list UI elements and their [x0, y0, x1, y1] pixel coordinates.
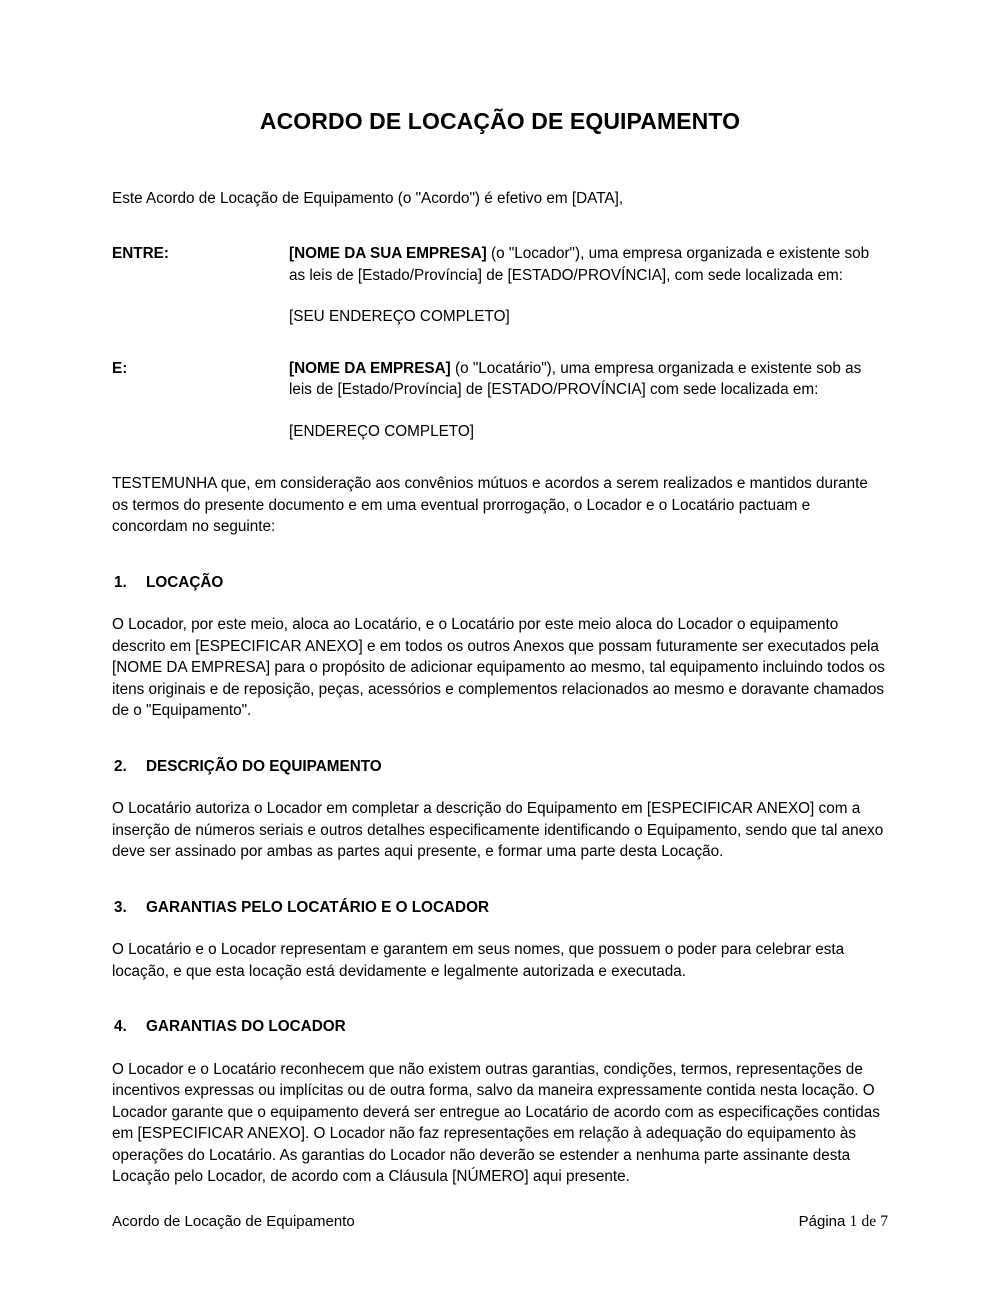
page-footer: [112, 1212, 888, 1232]
section-1-number: 1.: [114, 573, 127, 591]
footer-total-pages: 7: [880, 1213, 888, 1230]
section-1: [112, 572, 888, 722]
party-details-lessee: [289, 358, 888, 401]
section-1-heading: [114, 572, 888, 594]
lessor-company-name: [NOME DA SUA EMPRESA]: [289, 245, 487, 263]
section-2-title: DESCRIÇÃO DO EQUIPAMENTO: [146, 757, 382, 775]
spacer: [112, 328, 888, 358]
section-4-heading: [114, 1016, 888, 1038]
spacer-cell: [289, 401, 888, 421]
section-4-number: 4.: [114, 1018, 127, 1036]
lessor-address: [SEU ENDEREÇO COMPLETO]: [289, 308, 510, 326]
page-title: ACORDO DE LOCAÇÃO DE EQUIPAMENTO: [259, 108, 741, 134]
party-label-lessor: ENTRE:: [112, 245, 169, 263]
lessee-description: (o "Locatário"), uma empresa organizada e existente sob as leis de [Estado/Província] de [ESTADO/PROVÍNCIA] com sede localizada em:: [289, 359, 862, 399]
party-address-row-lessor: [112, 306, 888, 328]
spacer-cell: [112, 401, 289, 421]
footer-page-word: Página: [798, 1213, 846, 1230]
party-row-lessor: [112, 243, 888, 286]
section-3-heading: [114, 897, 888, 919]
spacer-cell: [112, 286, 289, 306]
spacer-cell: [289, 286, 888, 306]
party-label-lessee: E:: [112, 359, 128, 377]
footer-current-page: 1: [849, 1213, 858, 1230]
footer-document-name: Acordo de Locação de Equipamento: [112, 1213, 355, 1230]
section-2: [112, 756, 888, 863]
section-1-body: O Locador, por este meio, aloca ao Locatário, e o Locatário por este meio aloca do Locador o equipamento descrito em [ESPECIFICAR ANEXO] e em todos os outros Anexos que possam futuramente ser executados pela [NOME DA EMPRESA] para o propósito de adicionar equipamento ao mesmo, tal equipamento incluindo todos os itens originais e de reposição, peças, acessórios e complementos relacionados ao mesmo e doravante chamados de o "Equipamento".: [112, 616, 885, 720]
intro-paragraph: Este Acordo de Locação de Equipamento (o "Acordo") é efetivo em [DATA],: [112, 189, 624, 207]
spacer-cell: [112, 328, 289, 358]
section-4: [112, 1016, 888, 1188]
section-3: [112, 897, 888, 983]
section-4-body: O Locador e o Locatário reconhecem que não existem outras garantias, condições, termos, representações de incentivos expressas ou implícitas ou de outra forma, salvo da maneira expressamente contida nesta locação. O Locador garante que o equipamento deverá ser entregue ao Locatário de acordo com as especificações contidas em [ESPECIFICAR ANEXO]. O Locador não faz representações em relação à adequação do equipamento às operações do Locatário. As garantias do Locador não deverão se estender a nenhuma parte assinante desta Locação pelo Locador, de acordo com a Cláusula [NÚMERO] aqui presente.: [112, 1060, 880, 1186]
section-4-title: GARANTIAS DO LOCADOR: [146, 1018, 346, 1036]
section-2-heading: [114, 756, 888, 778]
party-address-row-lessee: [112, 421, 888, 443]
empty-label: [112, 421, 289, 443]
section-1-title: LOCAÇÃO: [146, 573, 224, 591]
lessee-company-name: [NOME DA EMPRESA]: [289, 359, 451, 377]
section-3-number: 3.: [114, 898, 127, 916]
party-row-lessee: [112, 358, 888, 401]
witness-paragraph: TESTEMUNHA que, em consideração aos convênios mútuos e acordos a serem realizados e mantidos durante os termos do presente documento e em uma eventual prorrogação, o Locador e o Locatário pactuam e concordam no seguinte:: [112, 475, 868, 536]
lessor-description: (o "Locador"), uma empresa organizada e existente sob as leis de [Estado/Província] de [ESTADO/PROVÍNCIA], com sede localizada em:: [289, 245, 870, 284]
lessee-address: [ENDEREÇO COMPLETO]: [289, 422, 475, 440]
parties-table: [112, 243, 888, 442]
empty-label: [112, 306, 289, 328]
spacer-cell: [289, 328, 888, 358]
section-3-title: GARANTIAS PELO LOCATÁRIO E O LOCADOR: [146, 898, 490, 916]
spacer: [112, 286, 888, 306]
footer-page-number: [799, 1212, 888, 1232]
footer-of-word: de: [861, 1213, 877, 1230]
section-2-body: O Locatário autoriza o Locador em completar a descrição do Equipamento em [ESPECIFICAR ANEXO] com a inserção de números seriais e outros detalhes especificamente identificando o Equipamento, sendo que tal anexo deve ser assinado por ambas as partes aqui presente, e formar uma parte desta Locação.: [112, 800, 884, 861]
party-details-lessor: [289, 243, 888, 286]
section-2-number: 2.: [114, 757, 127, 775]
section-3-body: O Locatário e o Locador representam e garantem em seus nomes, que possuem o poder para celebrar esta locação, e que esta locação está devidamente e legalmente autorizada e executada.: [112, 941, 845, 980]
spacer: [112, 401, 888, 421]
